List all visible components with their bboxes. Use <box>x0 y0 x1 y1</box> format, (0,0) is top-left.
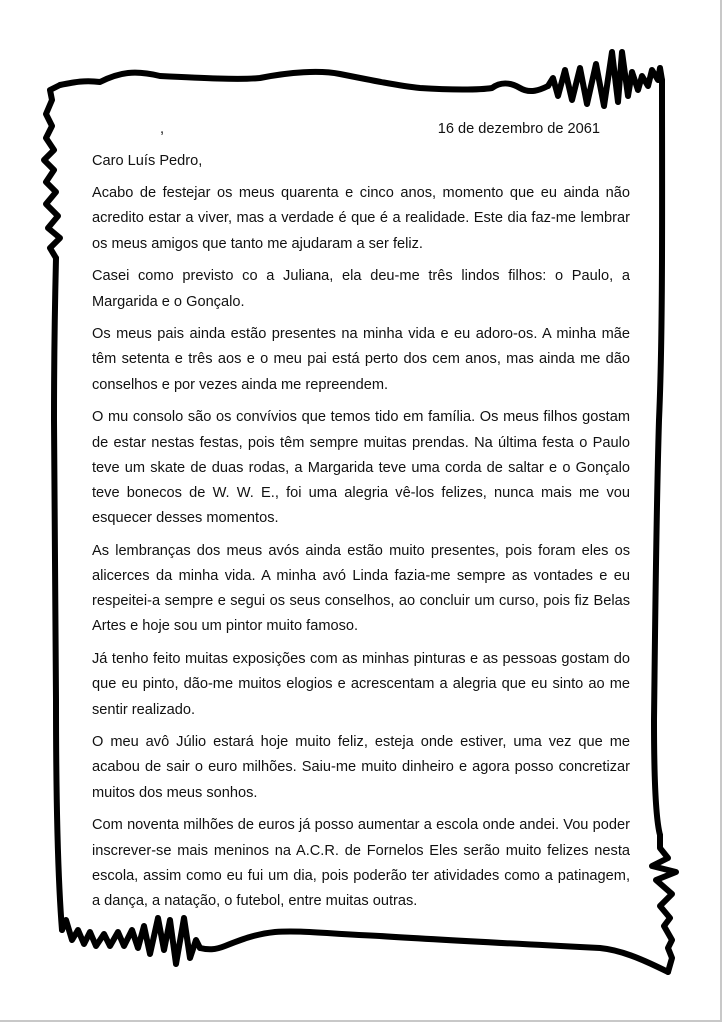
paragraph-8: Com noventa milhões de euros já posso aumentar a escola onde andei. Vou poder inscrever-se mais meninos na A.C.R. de Fornelos Eles serão muito felizes nesta escola, assim como eu fui um dia, pois poderão ter atividades como a patinagem, a dança, a natação, o futebol, entre muitas outras. <box>92 817 630 909</box>
paragraph-7: O meu avô Júlio estará hoje muito feliz, esteja onde estiver, uma vez que me acabou de sair o euro milhões. Saiu-me muito dinheiro e agora posso concretizar muitos dos meus sonhos. <box>92 734 630 801</box>
greeting: Caro Luís Pedro, <box>92 153 203 169</box>
letter-body <box>92 117 630 922</box>
paragraph-1: Acabo de festejar os meus quarenta e cinco anos, momento que eu ainda não acredito estar a viver, mas a verdade é que é a realidade. Este dia faz-me lembrar os meus amigos que tanto me ajudaram a ser feliz. <box>92 185 630 252</box>
paragraph-2: Casei como previsto co a Juliana, ela deu-me três lindos filhos: o Paulo, a Margarida e o Gonçalo. <box>92 268 630 310</box>
place-field: , <box>160 121 165 137</box>
letter-header <box>92 117 630 142</box>
paragraph-6: Já tenho feito muitas exposições com as minhas pinturas e as pessoas gostam do que eu pinto, dão-me muitos elogios e acrescentam a alegria que eu sinto ao me sentir realizado. <box>92 651 630 718</box>
paragraph-5: As lembranças dos meus avós ainda estão muito presentes, pois foram eles os alicerces da minha vida. A minha avó Linda fazia-me sempre as vontades e eu respeitei-a sempre e segui os seus conselhos, ao concluir um curso, pois fiz Belas Artes e hoje sou um pintor muito famoso. <box>92 542 630 635</box>
paragraph-4: O mu consolo são os convívios que temos tido em família. Os meus filhos gostam de estar nestas festas, pois têm sempre muitas prendas. Na última festa o Paulo teve um skate de duas rodas, a Margarida teve uma corda de saltar e o Gonçalo teve bonecos de W. W. E., foi uma alegria vê-los felizes, nunca mais me vou esquecer desses momentos. <box>92 409 630 527</box>
paragraph-3: Os meus pais ainda estão presentes na minha vida e eu adoro-os. A minha mãe têm setenta e três aos e o meu pai está perto dos cem anos, mas ainda me dão conselhos e por vezes ainda me repreendem. <box>92 326 630 393</box>
letter-date: 16 de dezembro de 2061 <box>437 121 600 137</box>
